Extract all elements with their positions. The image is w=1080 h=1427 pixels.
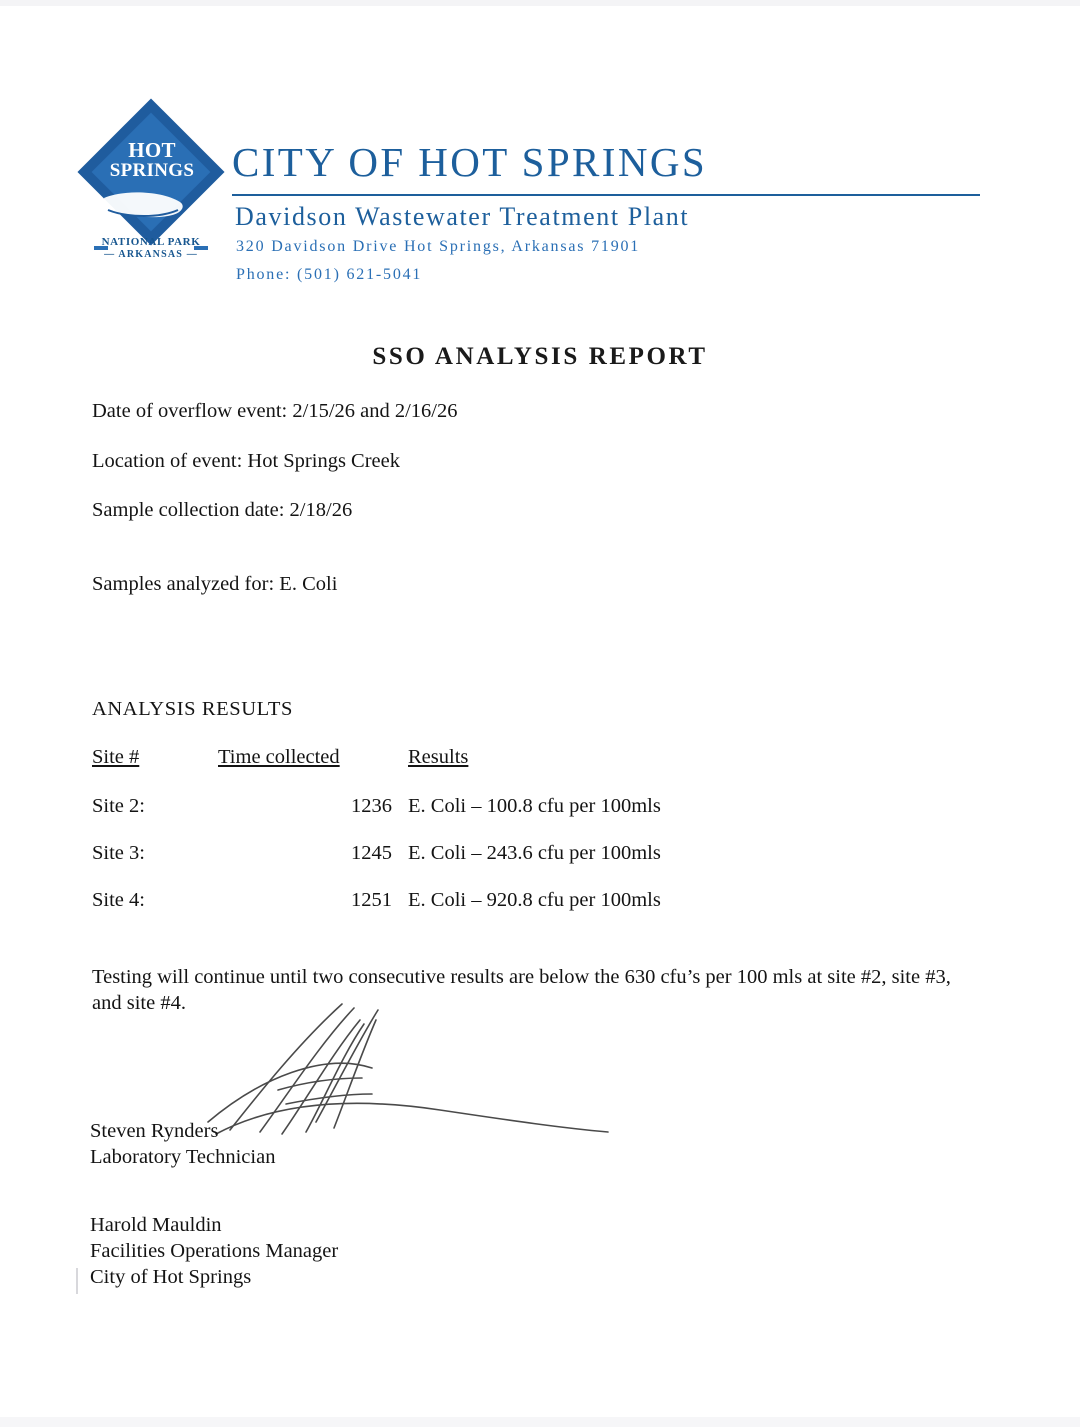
cell-result: E. Coli – 920.8 cfu per 100mls <box>408 889 661 911</box>
field-value: E. Coli <box>279 573 338 595</box>
field-label: Sample collection date: <box>92 499 285 521</box>
cell-result: E. Coli – 243.6 cfu per 100mls <box>408 842 661 864</box>
cell-site: Site 4: <box>92 889 145 911</box>
logo-wordmark <box>108 140 196 181</box>
logo-arkansas: — ARKANSAS — <box>104 249 198 260</box>
closing-name: Harold Mauldin <box>90 1214 222 1236</box>
field-value: Hot Springs Creek <box>247 450 401 472</box>
signer-role: Laboratory Technician <box>90 1146 276 1169</box>
testing-note: Testing will continue until two consecutive results are below the 630 cfu’s per 100 mls at site #2, site #3, and site #4. <box>92 966 951 1014</box>
results-heading: ANALYSIS RESULTS <box>92 698 294 720</box>
column-header-results: Results <box>408 746 469 768</box>
address-line: 320 Davidson Drive Hot Springs, Arkansas 71901 <box>236 238 641 255</box>
page-title: SSO ANALYSIS REPORT <box>372 343 708 370</box>
logo-subtext <box>98 236 204 260</box>
table-row <box>92 795 661 842</box>
closing-block <box>90 1212 338 1291</box>
column-header-time: Time collected <box>218 746 340 768</box>
table-header-row <box>92 746 661 795</box>
signature-block <box>90 1118 275 1170</box>
closing-org: City of Hot Springs <box>90 1266 252 1289</box>
cell-time: 1236 <box>351 795 392 817</box>
logo-line-2: SPRINGS <box>109 160 195 182</box>
header-divider <box>232 194 980 196</box>
field-analyte <box>92 573 337 596</box>
city-logo <box>92 118 210 288</box>
table-row <box>92 842 661 889</box>
field-location <box>92 450 400 473</box>
logo-line-1: HOT <box>128 138 176 162</box>
scan-edge-artifact <box>76 1268 78 1294</box>
field-label: Samples analyzed for: <box>92 573 275 595</box>
organization-title: CITY OF HOT SPRINGS <box>232 139 708 185</box>
cell-site: Site 3: <box>92 842 145 864</box>
field-overflow-date <box>92 400 458 423</box>
field-sample-date <box>92 499 352 522</box>
closing-role: Facilities Operations Manager <box>90 1240 339 1263</box>
logo-national-park: NATIONAL PARK <box>101 236 201 248</box>
cell-time: 1245 <box>351 842 392 864</box>
field-label: Location of event: <box>92 450 243 472</box>
signer-name: Steven Rynders <box>90 1120 219 1142</box>
plant-name: Davidson Wastewater Treatment Plant <box>235 202 690 231</box>
column-header-site: Site # <box>92 746 140 768</box>
letterhead <box>92 118 992 293</box>
field-value: 2/15/26 and 2/16/26 <box>292 400 458 422</box>
cell-result: E. Coli – 100.8 cfu per 100mls <box>408 795 661 817</box>
field-value: 2/18/26 <box>289 499 353 521</box>
water-swoosh-icon <box>102 188 202 224</box>
cell-site: Site 2: <box>92 795 145 817</box>
results-table <box>92 746 661 936</box>
field-label: Date of overflow event: <box>92 400 288 422</box>
table-row <box>92 889 661 936</box>
phone-line: Phone: (501) 621-5041 <box>236 266 423 283</box>
cell-time: 1251 <box>351 889 392 911</box>
